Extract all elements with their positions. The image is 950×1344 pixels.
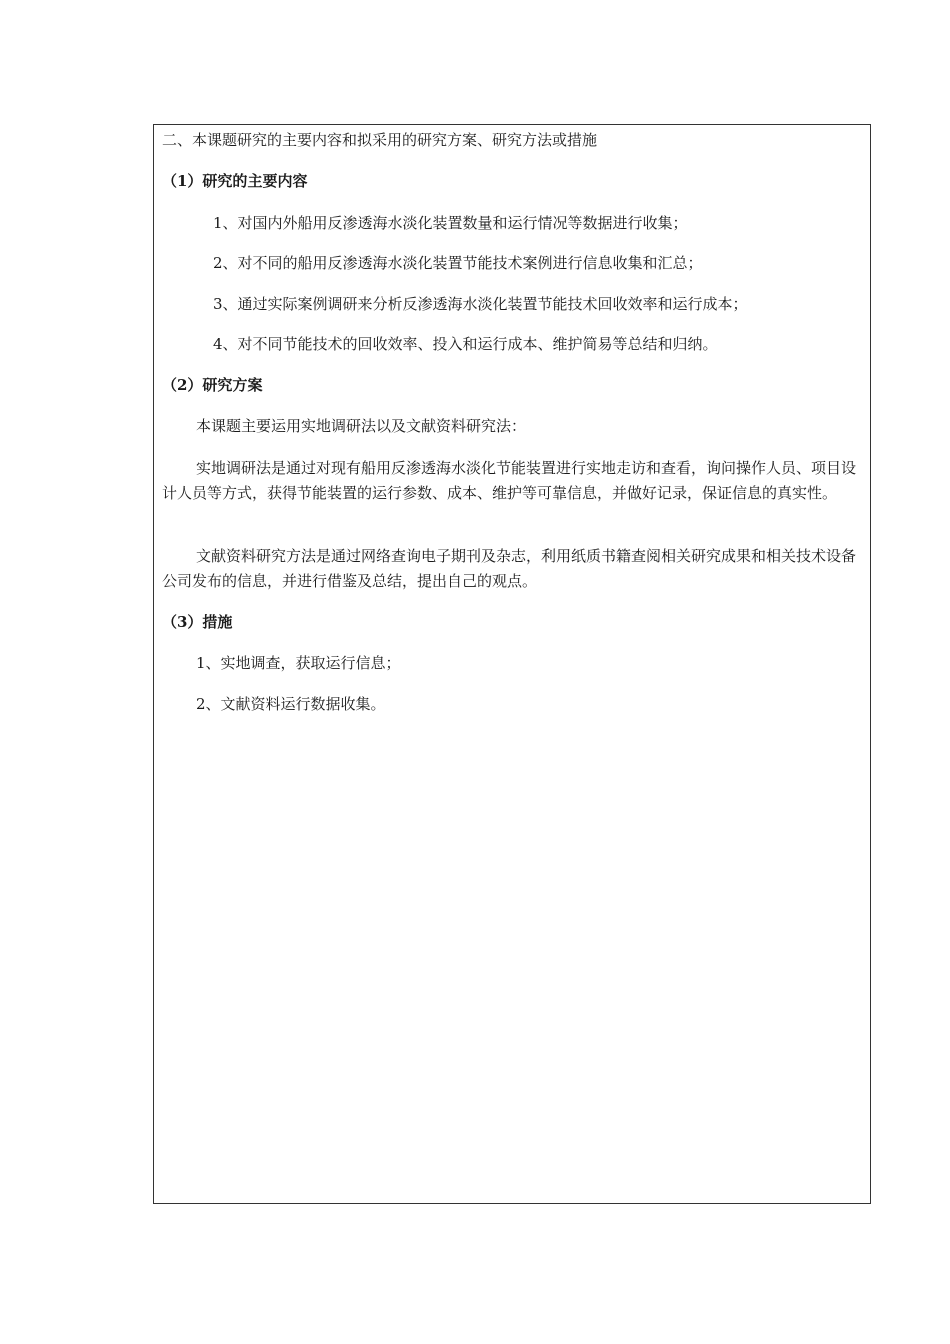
scheme-intro: 本课题主要运用实地调研法以及文献资料研究法： — [196, 417, 527, 435]
measures-item-1: 1、实地调查，获取运行信息； — [196, 654, 401, 672]
section-title: 二、本课题研究的主要内容和拟采用的研究方案、研究方法或措施 — [162, 131, 598, 149]
content-heading: （1）研究的主要内容 — [162, 172, 308, 190]
scheme-paragraph-field-research: 实地调研法是通过对现有船用反渗透海水淡化节能装置进行实地走访和查看，询问操作人员、项目设计人员等方式，获得节能装置的运行参数、成本、维护等可靠信息，并做好记录，保证信息的真实性。 — [162, 459, 857, 502]
scheme-heading: （2）研究方案 — [162, 376, 263, 394]
content-item-1: 1、对国内外船用反渗透海水淡化装置数量和运行情况等数据进行收集； — [213, 214, 688, 232]
measures-item-2: 2、文献资料运行数据收集。 — [196, 695, 386, 713]
content-item-4: 4、对不同节能技术的回收效率、投入和运行成本、维护简易等总结和归纳。 — [213, 335, 718, 353]
measures-heading: （3）措施 — [162, 613, 233, 631]
content-item-3: 3、通过实际案例调研来分析反渗透海水淡化装置节能技术回收效率和运行成本； — [213, 295, 748, 313]
content-item-2: 2、对不同的船用反渗透海水淡化装置节能技术案例进行信息收集和汇总； — [213, 254, 703, 272]
form-table-cell — [153, 124, 871, 1204]
scheme-paragraph-literature-research: 文献资料研究方法是通过网络查询电子期刊及杂志，利用纸质书籍查阅相关研究成果和相关技术设备公司发布的信息，并进行借鉴及总结，提出自己的观点。 — [162, 547, 857, 590]
